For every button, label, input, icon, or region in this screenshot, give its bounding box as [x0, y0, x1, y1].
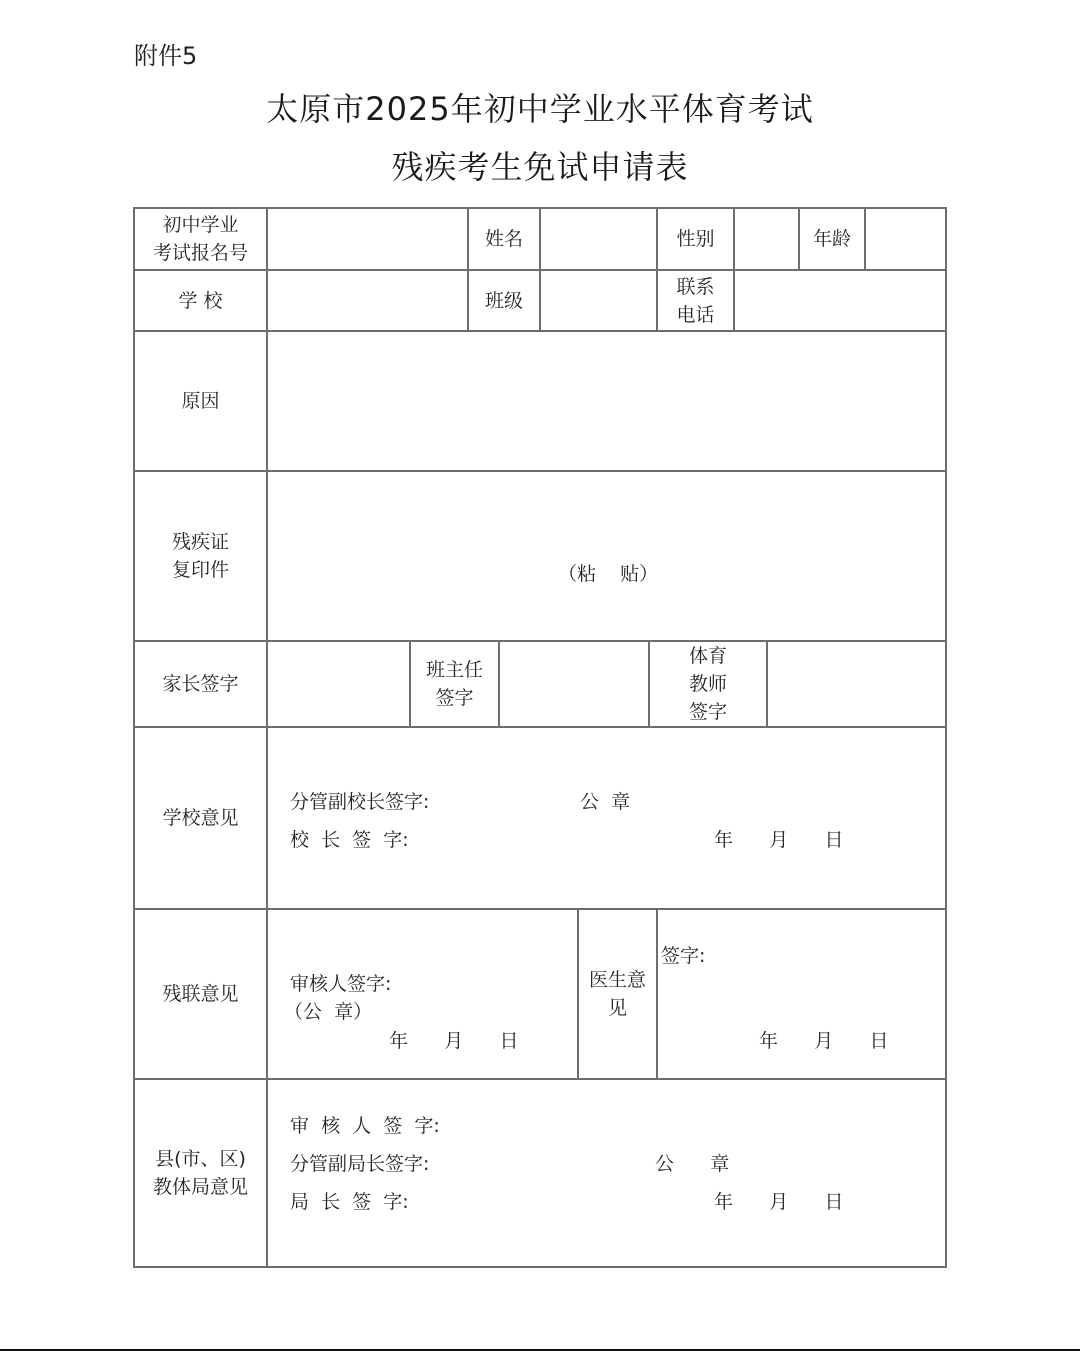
- gender-field[interactable]: [735, 209, 798, 269]
- county-bureau-label-line-1: 县(市、区): [155, 1148, 246, 1170]
- school-opinion-date: 年 月 日: [714, 829, 844, 851]
- school-opinion-label: 学校意见: [162, 807, 239, 829]
- pe-teacher-label-line-1: 体育: [688, 645, 727, 667]
- pe-teacher-label-line-3: 签字: [688, 701, 727, 723]
- page-bottom-edge: [0, 1349, 1080, 1351]
- reg-number-label-line-1: 初中学业: [162, 214, 239, 236]
- parent-signature-label: 家长签字: [162, 673, 239, 695]
- vice-principal-signature-label: 分管副校长签字:: [290, 791, 430, 813]
- doctor-opinion-label-line-2: 见: [607, 997, 627, 1019]
- school-label: 学 校: [178, 289, 223, 312]
- head-teacher-label-line-1: 班主任: [425, 659, 483, 681]
- director-signature-label: 局 长 签 字:: [290, 1191, 409, 1213]
- pe-teacher-signature-field[interactable]: [768, 642, 945, 726]
- school-field[interactable]: [268, 271, 467, 330]
- phone-label-line-1: 联系: [676, 275, 715, 298]
- reg-number-field[interactable]: [268, 209, 467, 269]
- reg-number-label: [135, 209, 266, 269]
- form-title-line-2: 残疾考生免试申请表: [391, 148, 689, 186]
- principal-signature-label: 校 长 签 字:: [290, 829, 409, 851]
- reviewer-signature-label: 审核人签字:: [290, 973, 392, 995]
- gender-label: 性别: [676, 228, 715, 250]
- county-bureau-label-line-2: 教体局意见: [152, 1176, 248, 1198]
- disabled-federation-opinion-label: 残联意见: [162, 983, 239, 1005]
- head-teacher-signature-field[interactable]: [500, 642, 648, 726]
- name-field[interactable]: [541, 209, 656, 269]
- doctor-opinion-label: [579, 910, 656, 1078]
- pe-teacher-label-line-2: 教师: [688, 673, 727, 695]
- phone-label: [658, 271, 733, 330]
- form-title-line-1: 太原市2025年初中学业水平体育考试: [266, 90, 814, 128]
- phone-label-line-2: 电话: [676, 303, 715, 326]
- vice-director-signature-label: 分管副局长签字:: [290, 1153, 430, 1175]
- doctor-opinion-label-line-1: 医生意: [588, 969, 646, 991]
- head-teacher-label-line-2: 签字: [435, 687, 474, 709]
- age-field[interactable]: [866, 209, 945, 269]
- table-border-bottom: [133, 1266, 947, 1268]
- attachment-label: 附件5: [134, 42, 198, 70]
- head-teacher-signature-label: [411, 642, 498, 726]
- school-seal-label: 公 章: [580, 791, 631, 813]
- paste-area-hint: （粘 贴）: [558, 563, 659, 585]
- county-seal-label: 公 章: [655, 1153, 730, 1175]
- phone-field[interactable]: [735, 271, 945, 330]
- parent-signature-field[interactable]: [268, 642, 409, 726]
- doctor-opinion-date: 年 月 日: [759, 1030, 889, 1052]
- certificate-copy-label-line-1: 残疾证: [171, 531, 229, 553]
- name-label: 姓名: [484, 228, 523, 250]
- col-divider: [656, 908, 658, 1080]
- county-bureau-opinion-label: [135, 1080, 266, 1266]
- county-opinion-date: 年 月 日: [714, 1191, 844, 1213]
- county-reviewer-signature-label: 审 核 人 签 字:: [290, 1115, 440, 1137]
- certificate-copy-label: [135, 472, 266, 640]
- federation-opinion-date: 年 月 日: [389, 1030, 519, 1052]
- class-label: 班级: [484, 289, 523, 312]
- reason-label: 原因: [181, 390, 220, 412]
- age-label: 年龄: [812, 228, 851, 250]
- class-field[interactable]: [541, 271, 656, 330]
- certificate-copy-label-line-2: 复印件: [171, 559, 229, 581]
- pe-teacher-signature-label: [650, 642, 766, 726]
- reg-number-label-line-2: 考试报名号: [152, 242, 248, 264]
- doctor-signature-label: 签字:: [661, 945, 706, 967]
- federation-seal-label: （公 章）: [284, 1001, 373, 1023]
- table-border-right: [945, 207, 947, 1268]
- reason-field[interactable]: [268, 332, 945, 470]
